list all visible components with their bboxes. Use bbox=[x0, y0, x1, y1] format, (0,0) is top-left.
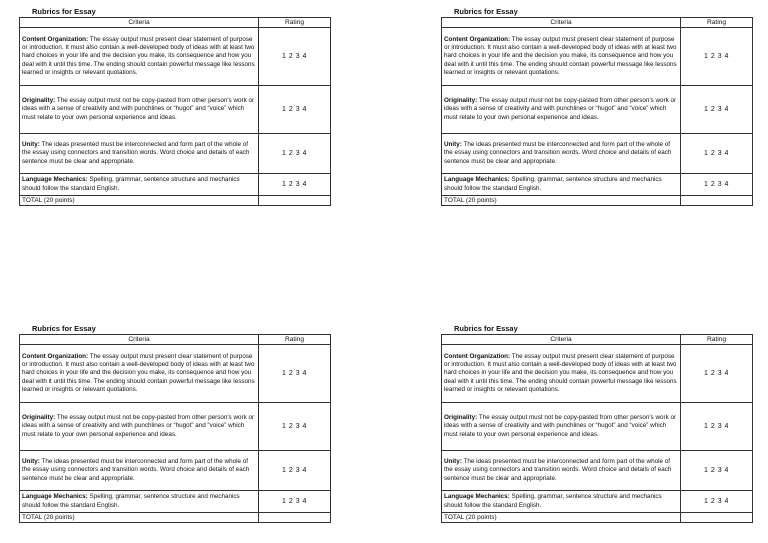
table-row bbox=[442, 451, 753, 491]
table-row bbox=[20, 403, 331, 451]
criterion-cell bbox=[20, 403, 259, 451]
table-row bbox=[442, 403, 753, 451]
table-row bbox=[442, 491, 753, 513]
rubric-title: Rubrics for Essay bbox=[32, 324, 96, 333]
table-row bbox=[20, 451, 331, 491]
rating-scale: 1 2 3 4 bbox=[681, 491, 753, 513]
total-row bbox=[442, 196, 753, 206]
criteria-column-header: Criteria bbox=[442, 335, 681, 345]
rubric-title: Rubrics for Essay bbox=[32, 7, 96, 16]
criterion-cell bbox=[442, 134, 681, 174]
criterion-name: Originality: bbox=[22, 414, 56, 422]
rubric-table bbox=[19, 334, 331, 523]
criterion-cell bbox=[442, 174, 681, 196]
criterion-description: The essay output must not be copy-pasted from other person's work or ideas with a sense of creativity and with punchlines or “hugot” and “voice” which must relate to your own personal experience and ideas. bbox=[22, 414, 255, 438]
rating-scale: 1 2 3 4 bbox=[259, 174, 331, 196]
total-label: TOTAL (20 points) bbox=[20, 513, 259, 523]
criterion-cell bbox=[20, 451, 259, 491]
rubric-table bbox=[441, 334, 753, 523]
criterion-name: Content Organization: bbox=[444, 35, 511, 43]
criterion-name: Unity: bbox=[444, 458, 462, 466]
total-score-cell bbox=[681, 513, 753, 523]
total-score-cell bbox=[259, 196, 331, 206]
criterion-name: Content Organization: bbox=[444, 352, 511, 360]
criterion-cell bbox=[20, 345, 259, 403]
table-row bbox=[442, 174, 753, 196]
criterion-name: Originality: bbox=[444, 414, 478, 422]
criterion-name: Language Mechanics: bbox=[444, 176, 510, 184]
total-label: TOTAL (20 points) bbox=[442, 513, 681, 523]
criterion-cell bbox=[442, 86, 681, 134]
table-row bbox=[20, 491, 331, 513]
criterion-cell bbox=[442, 345, 681, 403]
table-header-row bbox=[20, 18, 331, 28]
criterion-name: Unity: bbox=[444, 141, 462, 149]
criterion-description: Spelling, grammar, sentence structure and mechanics should follow the standard English. bbox=[22, 493, 240, 509]
rating-scale: 1 2 3 4 bbox=[681, 174, 753, 196]
criterion-cell bbox=[442, 451, 681, 491]
rating-scale: 1 2 3 4 bbox=[681, 134, 753, 174]
criterion-description: The essay output must present clear statement of purpose or introduction. It must also contain a well-developed body of ideas with at least two hard choices in your life and the decision you make, its consequence and how you deal with it until this time. The ending should contain powerful message like lessons learned or insights or relevant quotations. bbox=[22, 352, 255, 393]
rating-scale: 1 2 3 4 bbox=[259, 28, 331, 86]
rubric-title: Rubrics for Essay bbox=[454, 7, 518, 16]
rating-scale: 1 2 3 4 bbox=[259, 134, 331, 174]
total-row bbox=[442, 513, 753, 523]
table-header-row bbox=[442, 335, 753, 345]
criterion-cell bbox=[20, 28, 259, 86]
rating-scale: 1 2 3 4 bbox=[681, 345, 753, 403]
criterion-name: Originality: bbox=[22, 97, 56, 105]
rating-scale: 1 2 3 4 bbox=[259, 451, 331, 491]
criterion-name: Language Mechanics: bbox=[444, 493, 510, 501]
rating-scale: 1 2 3 4 bbox=[681, 451, 753, 491]
criterion-cell bbox=[20, 86, 259, 134]
rubric-copy-bottom-left bbox=[19, 324, 330, 523]
table-row bbox=[20, 28, 331, 86]
rating-column-header: Rating bbox=[259, 335, 331, 345]
criterion-cell bbox=[442, 491, 681, 513]
table-row bbox=[442, 28, 753, 86]
rating-column-header: Rating bbox=[681, 335, 753, 345]
table-row bbox=[20, 134, 331, 174]
rating-scale: 1 2 3 4 bbox=[681, 403, 753, 451]
rubric-table bbox=[441, 17, 753, 206]
criterion-cell bbox=[20, 174, 259, 196]
criterion-cell bbox=[442, 403, 681, 451]
rubric-copy-bottom-right bbox=[441, 324, 752, 523]
criterion-description: The ideas presented must be interconnected and form part of the whole of the essay using connectors and transition words. Word choice and details of each sentence must be clear and appropriate. bbox=[444, 458, 672, 482]
table-row bbox=[20, 174, 331, 196]
criterion-description: Spelling, grammar, sentence structure and mechanics should follow the standard English. bbox=[444, 493, 662, 509]
table-row bbox=[20, 345, 331, 403]
criterion-name: Language Mechanics: bbox=[22, 493, 88, 501]
criterion-cell bbox=[20, 134, 259, 174]
total-row bbox=[20, 513, 331, 523]
criterion-description: The ideas presented must be interconnected and form part of the whole of the essay using connectors and transition words. Word choice and details of each sentence must be clear and appropriate. bbox=[22, 141, 250, 165]
criterion-description: The essay output must not be copy-pasted from other person's work or ideas with a sense of creativity and with punchlines or “hugot” and “voice” which must relate to your own personal experience and ideas. bbox=[444, 97, 677, 121]
criterion-name: Content Organization: bbox=[22, 352, 89, 360]
rating-scale: 1 2 3 4 bbox=[681, 86, 753, 134]
rubric-copy-top-left bbox=[19, 7, 330, 206]
rubric-copy-top-right bbox=[441, 7, 752, 206]
criterion-cell bbox=[20, 491, 259, 513]
criterion-name: Unity: bbox=[22, 458, 40, 466]
criterion-name: Originality: bbox=[444, 97, 478, 105]
table-row bbox=[442, 345, 753, 403]
criterion-description: The essay output must present clear statement of purpose or introduction. It must also contain a well-developed body of ideas with at least two hard choices in your life and the decision you make, its consequence and how you deal with it until this time. The ending should contain powerful message like lessons learned or insights or relevant quotations. bbox=[444, 352, 677, 393]
criteria-column-header: Criteria bbox=[442, 18, 681, 28]
rating-scale: 1 2 3 4 bbox=[259, 345, 331, 403]
rating-scale: 1 2 3 4 bbox=[259, 403, 331, 451]
criteria-column-header: Criteria bbox=[20, 18, 259, 28]
total-score-cell bbox=[681, 196, 753, 206]
criterion-name: Language Mechanics: bbox=[22, 176, 88, 184]
table-row bbox=[20, 86, 331, 134]
criterion-cell bbox=[442, 28, 681, 86]
table-header-row bbox=[20, 335, 331, 345]
criterion-description: The ideas presented must be interconnected and form part of the whole of the essay using connectors and transition words. Word choice and details of each sentence must be clear and appropriate. bbox=[444, 141, 672, 165]
rating-column-header: Rating bbox=[259, 18, 331, 28]
criterion-description: The ideas presented must be interconnected and form part of the whole of the essay using connectors and transition words. Word choice and details of each sentence must be clear and appropriate. bbox=[22, 458, 250, 482]
total-label: TOTAL (20 points) bbox=[442, 196, 681, 206]
total-label: TOTAL (20 points) bbox=[20, 196, 259, 206]
criterion-description: The essay output must not be copy-pasted from other person's work or ideas with a sense of creativity and with punchlines or “hugot” and “voice” which must relate to your own personal experience and ideas. bbox=[22, 97, 255, 121]
criteria-column-header: Criteria bbox=[20, 335, 259, 345]
criterion-description: The essay output must present clear statement of purpose or introduction. It must also contain a well-developed body of ideas with at least two hard choices in your life and the decision you make, its consequence and how you deal with it until this time. The ending should contain powerful message like lessons learned or insights or relevant quotations. bbox=[444, 35, 677, 76]
rating-scale: 1 2 3 4 bbox=[259, 86, 331, 134]
total-row bbox=[20, 196, 331, 206]
criterion-description: The essay output must present clear statement of purpose or introduction. It must also contain a well-developed body of ideas with at least two hard choices in your life and the decision you make, its consequence and how you deal with it until this time. The ending should contain powerful message like lessons learned or insights or relevant quotations. bbox=[22, 35, 255, 76]
criterion-description: Spelling, grammar, sentence structure and mechanics should follow the standard English. bbox=[22, 176, 240, 192]
criterion-name: Unity: bbox=[22, 141, 40, 149]
rating-scale: 1 2 3 4 bbox=[681, 28, 753, 86]
rating-column-header: Rating bbox=[681, 18, 753, 28]
criterion-description: Spelling, grammar, sentence structure and mechanics should follow the standard English. bbox=[444, 176, 662, 192]
rubric-title: Rubrics for Essay bbox=[454, 324, 518, 333]
criterion-name: Content Organization: bbox=[22, 35, 89, 43]
table-header-row bbox=[442, 18, 753, 28]
total-score-cell bbox=[259, 513, 331, 523]
rubric-table bbox=[19, 17, 331, 206]
criterion-description: The essay output must not be copy-pasted from other person's work or ideas with a sense of creativity and with punchlines or “hugot” and “voice” which must relate to your own personal experience and ideas. bbox=[444, 414, 677, 438]
rating-scale: 1 2 3 4 bbox=[259, 491, 331, 513]
table-row bbox=[442, 86, 753, 134]
table-row bbox=[442, 134, 753, 174]
